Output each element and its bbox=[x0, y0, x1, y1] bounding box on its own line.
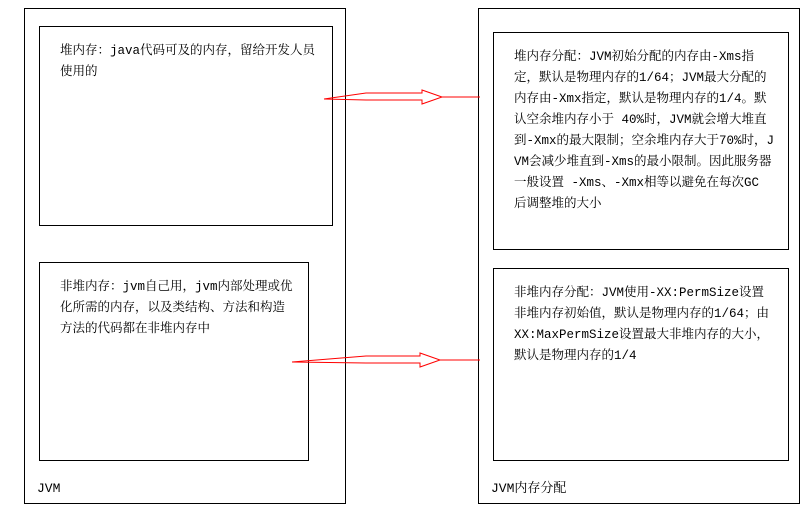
box-heap-allocation-text: 堆内存分配：JVM初始分配的内存由-Xms指定，默认是物理内存的1/64；JVM最大分配的内存由-Xmx指定，默认是物理内存的1/4。默认空余堆内存小于 40%时，JVM就会增大堆直到-Xmx的最大限制；空余堆内存大于70%时，JVM会减少堆直到-Xms的最小限制。因此服务器一般设置 -Xms、-Xmx相等以避免在每次GC 后调整堆的大小 bbox=[514, 50, 775, 211]
box-non-heap-allocation bbox=[493, 268, 789, 461]
box-non-heap-memory-text: 非堆内存：jvm自己用，jvm内部处理或优化所需的内存，以及类结构、方法和构造方法的代码都在非堆内存中 bbox=[60, 280, 293, 336]
box-heap-memory-text: 堆内存：java代码可及的内存，留给开发人员使用的 bbox=[60, 44, 316, 79]
connector-non-heap-arrow bbox=[290, 348, 482, 376]
connector-heap-arrow bbox=[322, 84, 482, 112]
panel-jvm-label: JVM bbox=[37, 481, 61, 496]
panel-jvm-memory-allocation-label: JVM内存分配 bbox=[491, 481, 567, 496]
panel-jvm bbox=[24, 8, 346, 504]
panel-jvm-memory-allocation bbox=[478, 8, 800, 504]
box-non-heap-allocation-text: 非堆内存分配：JVM使用-XX:PermSize设置非堆内存初始值，默认是物理内存的1/64；由XX:MaxPermSize设置最大非堆内存的大小，默认是物理内存的1/4 bbox=[514, 286, 770, 363]
box-heap-memory bbox=[39, 26, 333, 226]
box-non-heap-memory bbox=[39, 262, 309, 461]
box-heap-allocation bbox=[493, 32, 789, 250]
